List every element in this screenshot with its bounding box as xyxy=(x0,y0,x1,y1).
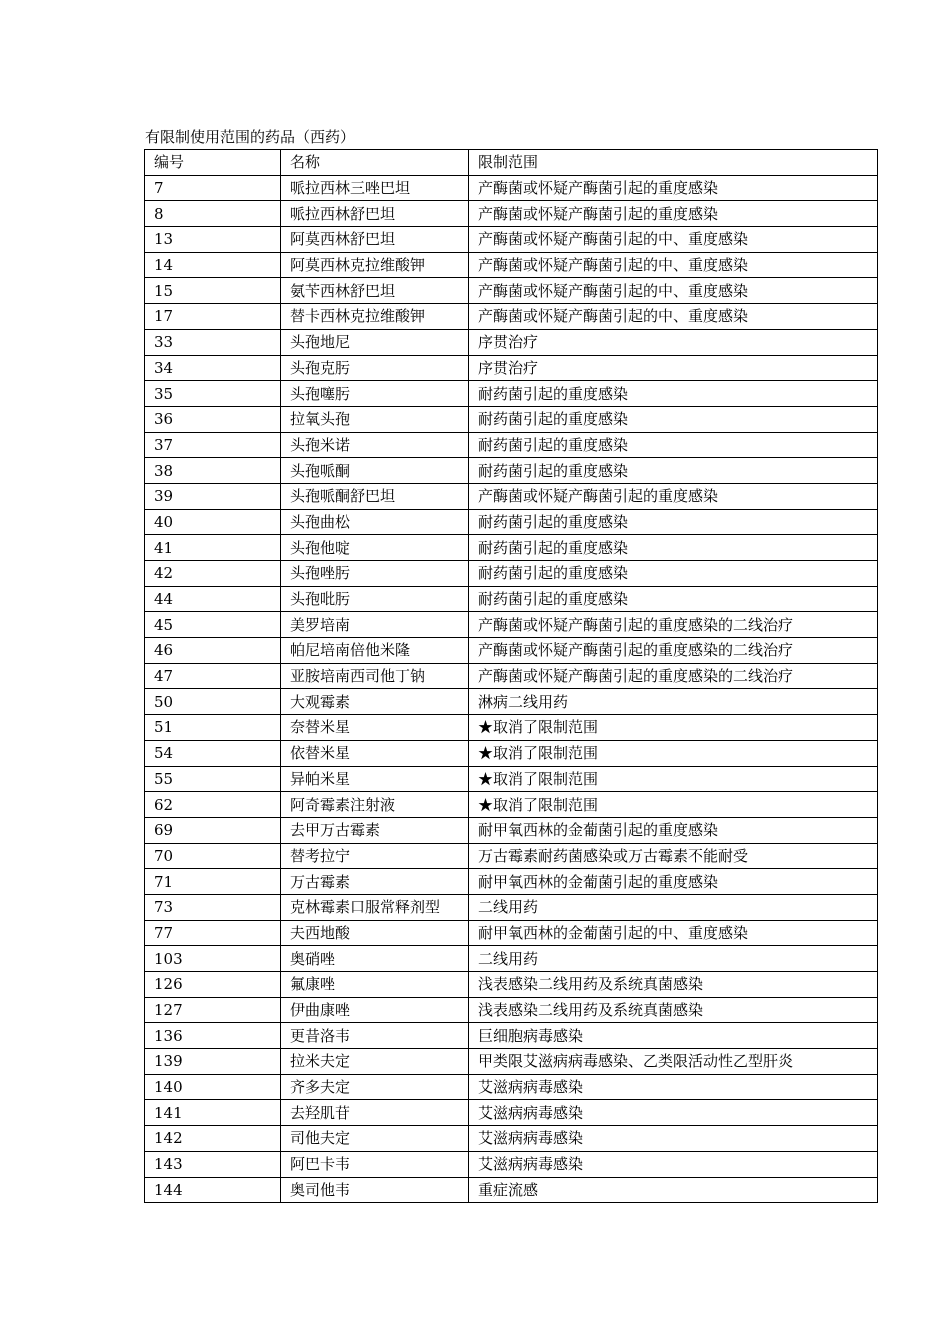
cell-scope: 万古霉素耐药菌感染或万古霉素不能耐受 xyxy=(469,843,878,869)
cell-name: 奥硝唑 xyxy=(281,946,469,972)
cell-name: 去甲万古霉素 xyxy=(281,817,469,843)
table-row xyxy=(145,458,878,484)
cell-name: 奥司他韦 xyxy=(281,1177,469,1203)
table-header-row xyxy=(145,150,878,176)
table-body xyxy=(145,175,878,1203)
cell-id: 47 xyxy=(145,663,281,689)
drug-restriction-table xyxy=(144,149,878,1203)
table-row xyxy=(145,1100,878,1126)
cell-scope: 巨细胞病毒感染 xyxy=(469,1023,878,1049)
cell-name: 克林霉素口服常释剂型 xyxy=(281,894,469,920)
table-row xyxy=(145,381,878,407)
table-row xyxy=(145,535,878,561)
cell-id: 39 xyxy=(145,483,281,509)
table-row xyxy=(145,715,878,741)
cell-id: 34 xyxy=(145,355,281,381)
table-row xyxy=(145,894,878,920)
table-row xyxy=(145,972,878,998)
cell-id: 37 xyxy=(145,432,281,458)
table-row xyxy=(145,329,878,355)
cell-id: 71 xyxy=(145,869,281,895)
cell-id: 141 xyxy=(145,1100,281,1126)
cell-name: 依替米星 xyxy=(281,740,469,766)
table-row xyxy=(145,278,878,304)
cell-scope: 重症流感 xyxy=(469,1177,878,1203)
cell-name: 齐多夫定 xyxy=(281,1074,469,1100)
cell-name: 美罗培南 xyxy=(281,612,469,638)
cell-id: 55 xyxy=(145,766,281,792)
cell-scope: 耐药菌引起的重度感染 xyxy=(469,406,878,432)
cell-id: 17 xyxy=(145,304,281,330)
cell-id: 36 xyxy=(145,406,281,432)
table-row xyxy=(145,586,878,612)
cell-name: 哌拉西林舒巴坦 xyxy=(281,201,469,227)
cell-id: 69 xyxy=(145,817,281,843)
table-row xyxy=(145,792,878,818)
table-row xyxy=(145,920,878,946)
cell-scope: 浅表感染二线用药及系统真菌感染 xyxy=(469,972,878,998)
table-row xyxy=(145,406,878,432)
cell-name: 拉氧头孢 xyxy=(281,406,469,432)
cell-scope: 产酶菌或怀疑产酶菌引起的重度感染的二线治疗 xyxy=(469,638,878,664)
cell-scope: 艾滋病病毒感染 xyxy=(469,1074,878,1100)
cell-name: 头孢噻肟 xyxy=(281,381,469,407)
table-row xyxy=(145,483,878,509)
cell-id: 51 xyxy=(145,715,281,741)
cell-scope: 艾滋病病毒感染 xyxy=(469,1100,878,1126)
table-row xyxy=(145,201,878,227)
cell-id: 143 xyxy=(145,1151,281,1177)
cell-name: 头孢吡肟 xyxy=(281,586,469,612)
table-row xyxy=(145,227,878,253)
cell-name: 头孢克肟 xyxy=(281,355,469,381)
cell-scope: ★取消了限制范围 xyxy=(469,792,878,818)
cell-id: 42 xyxy=(145,561,281,587)
cell-scope: 耐药菌引起的重度感染 xyxy=(469,586,878,612)
cell-id: 44 xyxy=(145,586,281,612)
table-row xyxy=(145,509,878,535)
table-row xyxy=(145,1151,878,1177)
cell-scope: 耐药菌引起的重度感染 xyxy=(469,432,878,458)
cell-id: 77 xyxy=(145,920,281,946)
page-title: 有限制使用范围的药品（西药） xyxy=(145,128,356,146)
cell-id: 126 xyxy=(145,972,281,998)
cell-id: 15 xyxy=(145,278,281,304)
cell-scope: 淋病二线用药 xyxy=(469,689,878,715)
cell-name: 夫西地酸 xyxy=(281,920,469,946)
cell-id: 140 xyxy=(145,1074,281,1100)
cell-name: 哌拉西林三唑巴坦 xyxy=(281,175,469,201)
cell-scope: 产酶菌或怀疑产酶菌引起的重度感染 xyxy=(469,201,878,227)
cell-id: 38 xyxy=(145,458,281,484)
table-row xyxy=(145,1126,878,1152)
cell-id: 40 xyxy=(145,509,281,535)
cell-id: 13 xyxy=(145,227,281,253)
cell-id: 45 xyxy=(145,612,281,638)
table-row xyxy=(145,1177,878,1203)
cell-name: 帕尼培南倍他米隆 xyxy=(281,638,469,664)
cell-name: 头孢哌酮舒巴坦 xyxy=(281,483,469,509)
cell-name: 头孢他啶 xyxy=(281,535,469,561)
cell-scope: 耐药菌引起的重度感染 xyxy=(469,561,878,587)
cell-id: 46 xyxy=(145,638,281,664)
table-row xyxy=(145,304,878,330)
cell-name: 阿奇霉素注射液 xyxy=(281,792,469,818)
cell-name: 更昔洛韦 xyxy=(281,1023,469,1049)
cell-scope: 产酶菌或怀疑产酶菌引起的中、重度感染 xyxy=(469,252,878,278)
cell-id: 62 xyxy=(145,792,281,818)
cell-scope: ★取消了限制范围 xyxy=(469,740,878,766)
cell-scope: 二线用药 xyxy=(469,946,878,972)
table-row xyxy=(145,843,878,869)
cell-name: 头孢唑肟 xyxy=(281,561,469,587)
cell-name: 拉米夫定 xyxy=(281,1049,469,1075)
cell-scope: 二线用药 xyxy=(469,894,878,920)
cell-id: 33 xyxy=(145,329,281,355)
table-row xyxy=(145,997,878,1023)
table-row xyxy=(145,766,878,792)
table-row xyxy=(145,946,878,972)
cell-scope: 艾滋病病毒感染 xyxy=(469,1126,878,1152)
cell-name: 氟康唑 xyxy=(281,972,469,998)
cell-id: 136 xyxy=(145,1023,281,1049)
cell-name: 头孢地尼 xyxy=(281,329,469,355)
cell-scope: 产酶菌或怀疑产酶菌引起的重度感染 xyxy=(469,483,878,509)
cell-scope: 耐甲氧西林的金葡菌引起的重度感染 xyxy=(469,817,878,843)
cell-scope: 耐甲氧西林的金葡菌引起的重度感染 xyxy=(469,869,878,895)
cell-name: 异帕米星 xyxy=(281,766,469,792)
table-row xyxy=(145,252,878,278)
table-row xyxy=(145,689,878,715)
cell-scope: 产酶菌或怀疑产酶菌引起的中、重度感染 xyxy=(469,278,878,304)
cell-scope: 耐药菌引起的重度感染 xyxy=(469,535,878,561)
cell-scope: 艾滋病病毒感染 xyxy=(469,1151,878,1177)
header-id: 编号 xyxy=(145,150,281,176)
cell-name: 亚胺培南西司他丁钠 xyxy=(281,663,469,689)
cell-name: 头孢曲松 xyxy=(281,509,469,535)
cell-scope: 序贯治疗 xyxy=(469,355,878,381)
header-scope: 限制范围 xyxy=(469,150,878,176)
cell-scope: 耐药菌引起的重度感染 xyxy=(469,509,878,535)
cell-name: 阿莫西林克拉维酸钾 xyxy=(281,252,469,278)
table-row xyxy=(145,1049,878,1075)
cell-id: 14 xyxy=(145,252,281,278)
table-row xyxy=(145,355,878,381)
cell-scope: 耐甲氧西林的金葡菌引起的中、重度感染 xyxy=(469,920,878,946)
cell-id: 144 xyxy=(145,1177,281,1203)
header-name: 名称 xyxy=(281,150,469,176)
cell-scope: 耐药菌引起的重度感染 xyxy=(469,381,878,407)
cell-scope: 甲类限艾滋病病毒感染、乙类限活动性乙型肝炎 xyxy=(469,1049,878,1075)
cell-name: 头孢米诺 xyxy=(281,432,469,458)
cell-name: 阿莫西林舒巴坦 xyxy=(281,227,469,253)
table-row xyxy=(145,663,878,689)
cell-name: 阿巴卡韦 xyxy=(281,1151,469,1177)
cell-id: 103 xyxy=(145,946,281,972)
cell-scope: 产酶菌或怀疑产酶菌引起的重度感染 xyxy=(469,175,878,201)
cell-scope: 耐药菌引起的重度感染 xyxy=(469,458,878,484)
cell-name: 头孢哌酮 xyxy=(281,458,469,484)
cell-name: 奈替米星 xyxy=(281,715,469,741)
cell-scope: 浅表感染二线用药及系统真菌感染 xyxy=(469,997,878,1023)
cell-scope: ★取消了限制范围 xyxy=(469,715,878,741)
cell-id: 54 xyxy=(145,740,281,766)
cell-name: 去羟肌苷 xyxy=(281,1100,469,1126)
table-row xyxy=(145,869,878,895)
table-row xyxy=(145,432,878,458)
table-row xyxy=(145,638,878,664)
cell-id: 70 xyxy=(145,843,281,869)
cell-id: 73 xyxy=(145,894,281,920)
cell-id: 35 xyxy=(145,381,281,407)
cell-id: 7 xyxy=(145,175,281,201)
cell-scope: ★取消了限制范围 xyxy=(469,766,878,792)
cell-name: 伊曲康唑 xyxy=(281,997,469,1023)
table-row xyxy=(145,1023,878,1049)
cell-scope: 产酶菌或怀疑产酶菌引起的重度感染的二线治疗 xyxy=(469,663,878,689)
table-row xyxy=(145,1074,878,1100)
cell-id: 139 xyxy=(145,1049,281,1075)
table-row xyxy=(145,561,878,587)
table-row xyxy=(145,612,878,638)
cell-name: 替卡西林克拉维酸钾 xyxy=(281,304,469,330)
cell-name: 氨苄西林舒巴坦 xyxy=(281,278,469,304)
cell-id: 127 xyxy=(145,997,281,1023)
cell-name: 大观霉素 xyxy=(281,689,469,715)
table-row xyxy=(145,740,878,766)
table-row xyxy=(145,175,878,201)
cell-scope: 产酶菌或怀疑产酶菌引起的重度感染的二线治疗 xyxy=(469,612,878,638)
cell-scope: 序贯治疗 xyxy=(469,329,878,355)
cell-name: 司他夫定 xyxy=(281,1126,469,1152)
table-row xyxy=(145,817,878,843)
cell-name: 万古霉素 xyxy=(281,869,469,895)
cell-scope: 产酶菌或怀疑产酶菌引起的中、重度感染 xyxy=(469,227,878,253)
cell-name: 替考拉宁 xyxy=(281,843,469,869)
cell-id: 41 xyxy=(145,535,281,561)
cell-scope: 产酶菌或怀疑产酶菌引起的中、重度感染 xyxy=(469,304,878,330)
cell-id: 8 xyxy=(145,201,281,227)
cell-id: 142 xyxy=(145,1126,281,1152)
cell-id: 50 xyxy=(145,689,281,715)
